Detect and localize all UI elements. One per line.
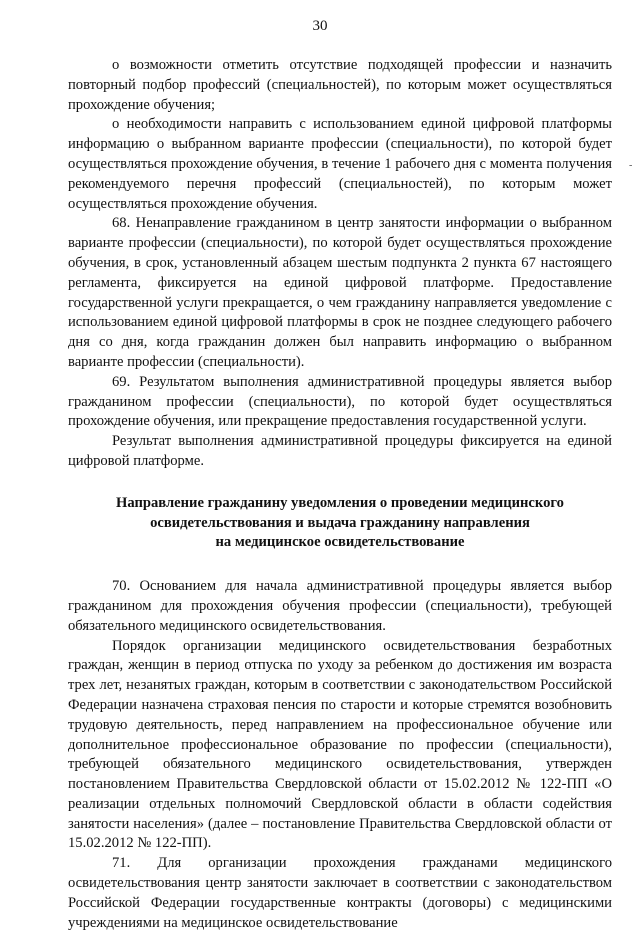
paragraph: 71. Для организации прохождения гражданами медицинского освидетельствования центр занятости заключает в соответствии с законодательством Российской Федерации государственные контракты (договоры) с медицинскими учреждениями на медицинское освидетельствование	[68, 855, 612, 931]
page-number: 30	[312, 18, 328, 34]
paragraph: Результат выполнения административной процедуры фиксируется на единой цифровой платформе.	[68, 433, 612, 469]
paragraph: о необходимости направить с использованием единой цифровой платформы информацию о выбранном варианте профессии (специальности), по которой будет осуществляться прохождение обучения, в течение 1 рабочего дня с момента получения рекомендуемого перечня профессий (специальностей), по которым может осуществляться прохождение обучения.	[68, 116, 612, 212]
paragraph: о возможности отметить отсутствие подходящей профессии и назначить повторный подбор профессий (специальностей), по которым может осуществляться прохождение обучения;	[68, 57, 612, 113]
paragraph: 70. Основанием для начала административной процедуры является выбор гражданином для прохождения обучения профессии (специальности), требующей обязательного медицинского освидетельствования.	[68, 578, 612, 634]
section-title-line-1: Направление гражданину уведомления о проведении медицинского	[116, 494, 564, 511]
document-body	[68, 56, 612, 933]
section-title-line-3: на медицинское освидетельствование	[215, 534, 465, 551]
paragraph: Порядок организации медицинского освидетельствования безработных граждан, женщин в период отпуска по уходу за ребенком до достижения им возраста трех лет, незанятых граждан, которым в соответствии с законодательством Российской Федерации назначена страховая пенсия по старости и которые стремятся возобновить трудовую деятельность, перед направлением на профессиональное обучение или дополнительное профессиональное образование по профессии (специальности), требующей обязательного медицинского освидетельствования, утвержден постановлением Правительства Свердловской области от 15.02.2012 № 122-ПП «О реализации отдельных полномочий Свердловской области в области содействия занятости населения» (далее – постановление Правительства Свердловской области от 15.02.2012 № 122-ПП).	[68, 637, 612, 852]
section-title-line-2: освидетельствования и выдача гражданину направления	[150, 514, 530, 531]
paragraph: 69. Результатом выполнения административной процедуры является выбор гражданином профессии (специальности), по которой будет осуществляться прохождение обучения, или прекращение предоставления государственной услуги.	[68, 373, 612, 430]
section-title	[68, 494, 612, 553]
paragraph: 68. Ненаправление гражданином в центр занятости информации о выбранном варианте профессии (специальности), по которой будет осуществляться прохождение обучения, в срок, установленный абзацем шестым подпункта 2 пункта 67 настоящего регламента, фиксируется на единой цифровой платформе. Предоставление государственной услуги прекращается, о чем гражданину направляется уведомление с использованием единой цифровой платформы в срок не позднее следующего рабочего дня со дня, когда гражданин должен был направить информацию о выбранном варианте профессии (специальности).	[68, 215, 612, 370]
margin-mark: -	[629, 160, 633, 171]
